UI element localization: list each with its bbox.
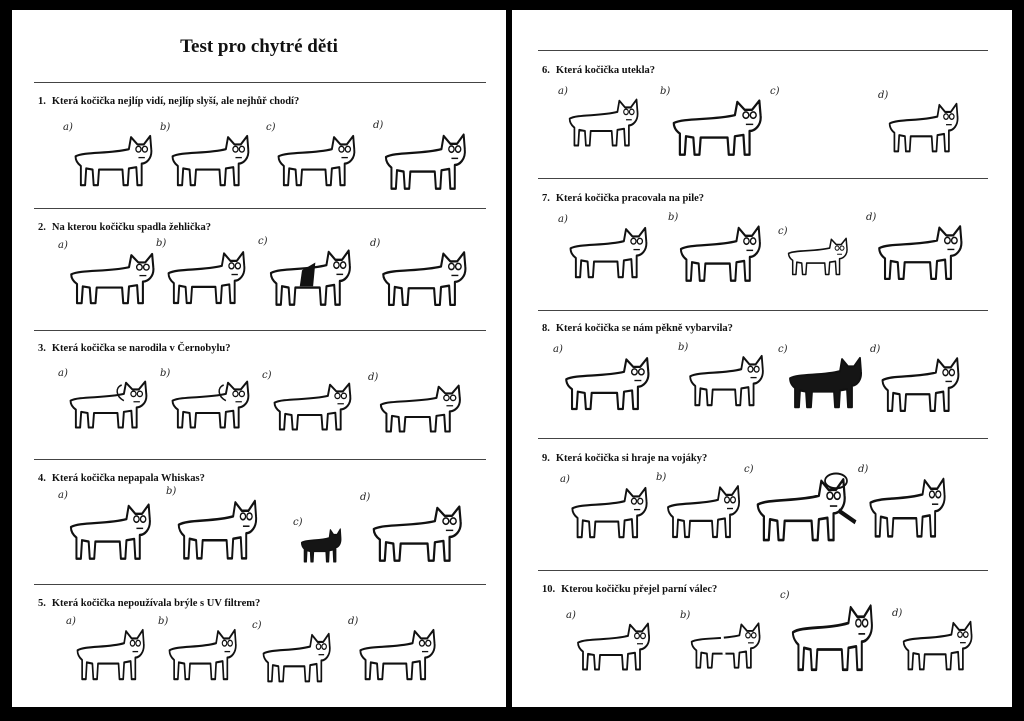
question-right-5 xyxy=(542,584,717,595)
question-divider xyxy=(538,50,988,51)
cat-drawing xyxy=(352,624,446,684)
option-label: b) xyxy=(160,122,171,133)
option-label: c) xyxy=(778,226,788,237)
option-label: d) xyxy=(878,90,889,101)
question-divider xyxy=(538,310,988,311)
question-number: 4. xyxy=(38,473,46,484)
question-left-3 xyxy=(38,343,230,354)
cat-drawing xyxy=(170,494,268,564)
cat-drawing xyxy=(266,378,362,434)
cat-drawing xyxy=(62,498,162,564)
left-page xyxy=(12,10,506,707)
option-label: b) xyxy=(166,486,177,497)
option-label: c) xyxy=(780,590,790,601)
cat-drawing xyxy=(896,616,982,674)
option-label: d) xyxy=(373,120,384,131)
question-number: 9. xyxy=(542,453,550,464)
option-label: d) xyxy=(368,372,379,383)
option-label: d) xyxy=(348,616,359,627)
cat-drawing xyxy=(70,624,154,684)
question-text: Kterou kočičku přejel parní válec? xyxy=(561,584,718,595)
option-label: a) xyxy=(566,610,576,621)
cat-drawing xyxy=(684,618,770,672)
question-number: 8. xyxy=(542,323,550,334)
question-right-4 xyxy=(542,453,707,464)
option-label: c) xyxy=(744,464,754,475)
question-right-3 xyxy=(542,323,733,334)
question-left-5 xyxy=(38,598,260,609)
right-page xyxy=(512,10,1012,707)
option-label: a) xyxy=(58,368,68,379)
option-label: b) xyxy=(660,86,671,97)
cat-drawing xyxy=(782,234,856,278)
page-title: Test pro chytré děti xyxy=(180,36,338,57)
cat-drawing xyxy=(862,472,956,542)
option-label: d) xyxy=(370,238,381,249)
option-label: c) xyxy=(293,517,303,528)
cat-drawing xyxy=(682,350,774,410)
cat-drawing xyxy=(784,598,884,676)
option-label: a) xyxy=(553,344,563,355)
cat-drawing xyxy=(557,352,661,414)
cat-drawing xyxy=(748,472,858,546)
question-left-1 xyxy=(38,96,299,107)
cat-drawing xyxy=(297,525,347,565)
question-text: Která kočička nepapala Whiskas? xyxy=(51,473,205,484)
option-label: b) xyxy=(160,368,171,379)
option-label: a) xyxy=(560,474,570,485)
option-label: c) xyxy=(778,344,788,355)
option-label: a) xyxy=(58,490,68,501)
question-right-2 xyxy=(542,193,704,204)
question-divider xyxy=(538,570,988,571)
option-label: a) xyxy=(58,240,68,251)
question-divider xyxy=(538,178,988,179)
cat-drawing xyxy=(562,94,648,150)
question-number: 5. xyxy=(38,598,46,609)
cat-drawing xyxy=(782,352,872,412)
option-label: d) xyxy=(870,344,881,355)
question-divider xyxy=(538,438,988,439)
cat-drawing xyxy=(164,376,260,432)
option-label: b) xyxy=(678,342,689,353)
cat-drawing xyxy=(67,130,163,190)
cat-drawing xyxy=(564,482,658,542)
option-label: a) xyxy=(63,122,73,133)
question-text: Která kočička pracovala na pile? xyxy=(555,193,705,204)
cat-drawing xyxy=(162,624,246,684)
option-label: b) xyxy=(158,616,169,627)
question-number: 10. xyxy=(542,584,556,595)
question-text: Na kterou kočičku spadla žehlička? xyxy=(51,222,211,233)
question-text: Která kočička utekla? xyxy=(555,65,656,76)
option-label: b) xyxy=(680,610,691,621)
question-divider xyxy=(34,584,486,585)
option-label: a) xyxy=(66,616,76,627)
cat-drawing xyxy=(160,246,256,308)
option-label: b) xyxy=(668,212,679,223)
cat-drawing xyxy=(377,128,477,194)
option-label: c) xyxy=(258,236,268,247)
question-divider xyxy=(34,82,486,83)
cat-drawing xyxy=(372,380,472,436)
question-divider xyxy=(34,330,486,331)
question-text: Která kočička se narodila v Černobylu? xyxy=(51,343,231,354)
option-label: c) xyxy=(252,620,262,631)
option-label: d) xyxy=(360,492,371,503)
question-left-4 xyxy=(38,473,205,484)
question-number: 2. xyxy=(38,222,46,233)
option-label: b) xyxy=(656,472,667,483)
cat-drawing xyxy=(672,220,772,286)
question-text: Která kočička nepoužívala brýle s UV filtrem? xyxy=(51,598,261,609)
cat-drawing xyxy=(562,222,658,282)
cat-drawing xyxy=(262,244,362,310)
cat-drawing xyxy=(874,352,970,416)
option-label: c) xyxy=(770,86,780,97)
question-number: 3. xyxy=(38,343,46,354)
option-label: a) xyxy=(558,214,568,225)
question-text: Která kočička si hraje na vojáky? xyxy=(555,453,708,464)
cat-drawing xyxy=(164,130,260,190)
cat-drawing xyxy=(660,480,750,542)
option-label: a) xyxy=(558,86,568,97)
cat-drawing xyxy=(364,500,474,566)
question-number: 1. xyxy=(38,96,46,107)
question-left-2 xyxy=(38,222,211,233)
question-divider xyxy=(34,208,486,209)
option-label: d) xyxy=(866,212,877,223)
cat-drawing xyxy=(270,130,366,190)
cat-drawing xyxy=(664,94,774,160)
option-label: d) xyxy=(892,608,903,619)
option-label: c) xyxy=(262,370,272,381)
cat-drawing xyxy=(374,246,478,310)
question-divider xyxy=(34,459,486,460)
question-number: 7. xyxy=(542,193,550,204)
cat-drawing xyxy=(870,220,974,284)
question-number: 6. xyxy=(542,65,550,76)
question-right-1 xyxy=(542,65,655,76)
cat-drawing xyxy=(882,98,968,156)
option-label: c) xyxy=(266,122,276,133)
cat-drawing xyxy=(570,618,660,674)
question-text: Která kočička se nám pěkně vybarvila? xyxy=(555,323,733,334)
option-label: b) xyxy=(156,238,167,249)
question-text: Která kočička nejlíp vidí, nejlíp slyší, ale nejhůř chodí? xyxy=(51,96,300,107)
cat-drawing xyxy=(62,248,166,308)
cat-drawing xyxy=(256,628,340,686)
cat-drawing xyxy=(62,376,158,432)
option-label: d) xyxy=(858,464,869,475)
